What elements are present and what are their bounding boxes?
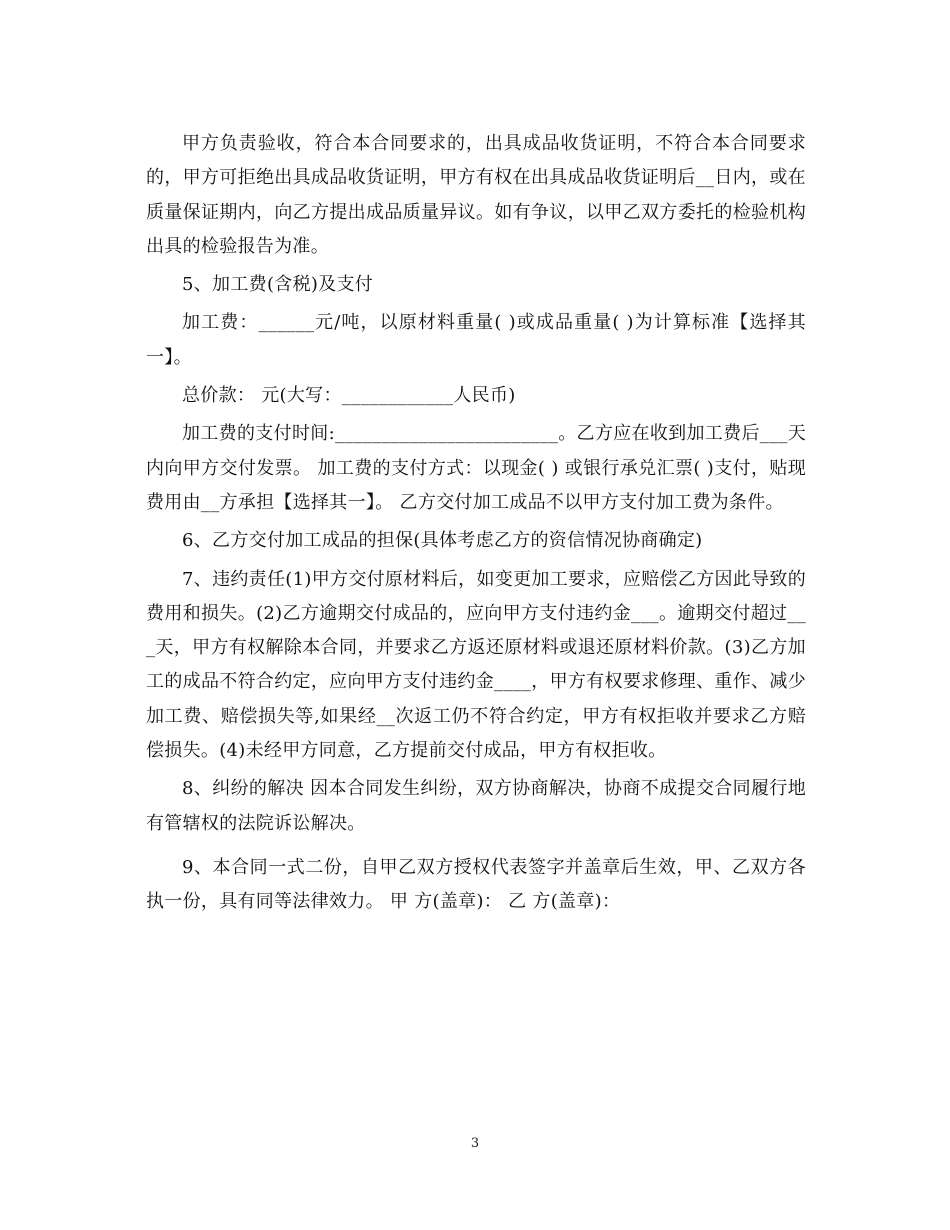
paragraph-acceptance: 甲方负责验收，符合本合同要求的，出具成品收货证明，不符合本合同要求的，甲方可拒绝出具成品收货证明，甲方有权在出具成品收货证明后__日内，或在质量保证期内，向乙方提出成品质量异议。如有争议，以甲乙双方委托的检验机构出具的检验报告为准。: [146, 133, 806, 257]
paragraph-payment-terms: 加工费的支付时间:________________________。乙方应在收到加工费后___天内向甲方交付发票。 加工费的支付方式：以现金( ) 或银行承兑汇票( )支付，贴现费用由__方承担【选择其一】。 乙方交付加工成品不以甲方支付加工费为条件。: [146, 423, 806, 513]
paragraph-total-price: 总价款： 元(大写：____________人民币): [182, 385, 516, 407]
paragraph-gap: [146, 841, 806, 851]
document-body: [146, 127, 806, 920]
section-5-heading: 5、加工费(含税)及支付: [182, 274, 374, 296]
page-number: 3: [470, 1136, 480, 1151]
section-9-effectiveness: 9、本合同一式二份，自甲乙双方授权代表签字并盖章后生效，甲、乙双方各执一份，具有同等法律效力。 甲 方(盖章)： 乙 方(盖章)：: [146, 856, 806, 913]
section-6-guarantee: 6、乙方交付加工成品的担保(具体考虑乙方的资信情况协商确定): [182, 530, 703, 552]
paragraph-processing-fee: 加工费：______元/吨，以原材料重量( )或成品重量( )为计算标准【选择其一】。: [146, 312, 806, 368]
section-8-dispute: 8、纠纷的解决 因本合同发生纠纷，双方协商解决，协商不成提交合同履行地有管辖权的法院诉讼解决。: [146, 778, 806, 834]
section-7-liability: 7、违约责任(1)甲方交付原材料后，如变更加工要求，应赔偿乙方因此导致的费用和损失。(2)乙方逾期交付成品的，应向甲方支付违约金___。逾期交付超过___天，甲方有权解除本合同，并要求乙方返还原材料或退还原材料价款。(3)乙方加工的成品不符合约定，应向甲方支付违约金____，甲方有权要求修理、重作、减少加工费、赔偿损失等,如果经__次返工仍不符合约定，甲方有权拒收并要求乙方赔偿损失。(4)未经甲方同意，乙方提前交付成品，甲方有权拒收。: [146, 568, 806, 762]
